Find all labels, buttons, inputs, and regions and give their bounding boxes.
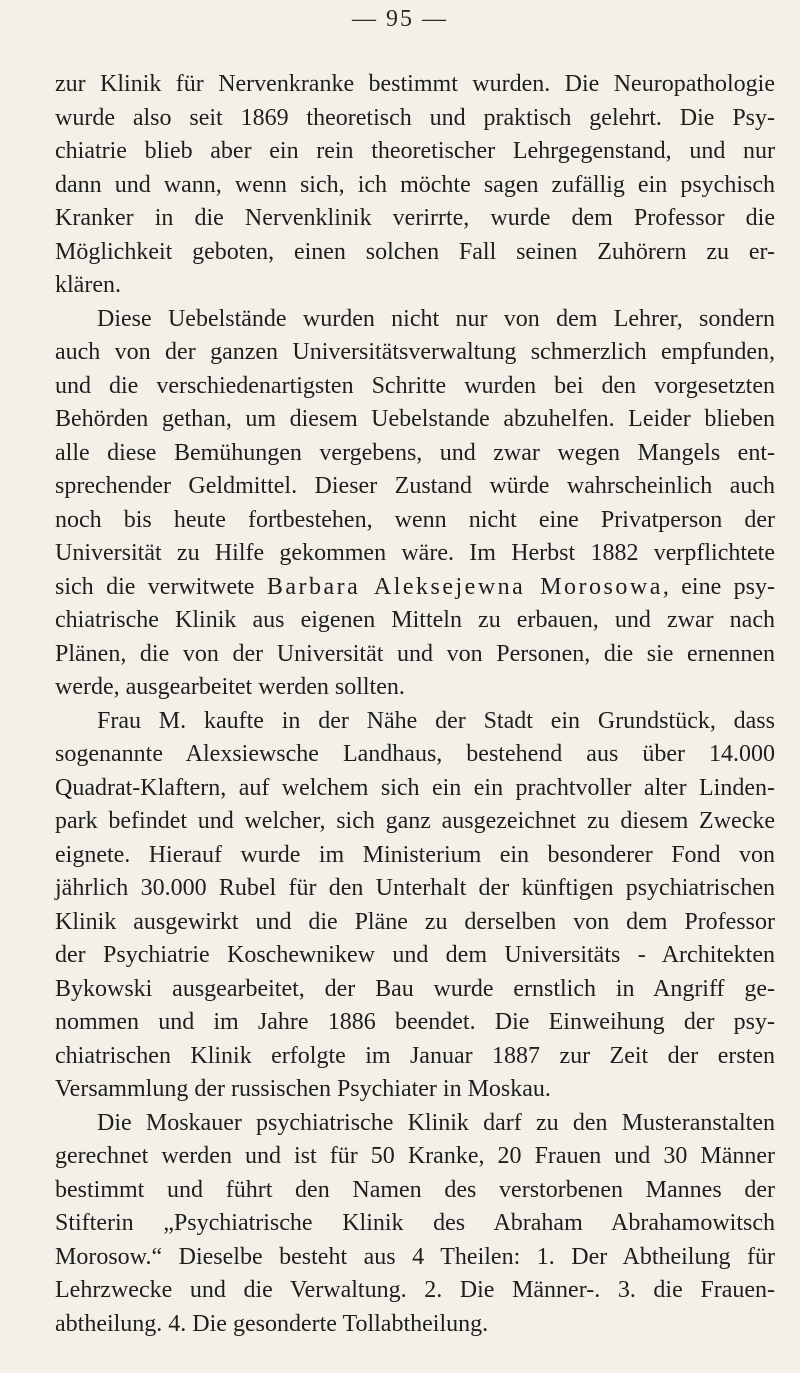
text-line: noch bis heute fortbestehen, wenn nicht eine Privatperson der: [55, 506, 775, 533]
text-line: Versammlung der russischen Psychiater in Moskau.: [55, 1076, 551, 1102]
text-line: Lehrzwecke und die Verwaltung. 2. Die Männer-. 3. die Frauen-: [55, 1277, 775, 1303]
text-line: chiatrie blieb aber ein rein theoretischer Lehrgegenstand, und nur: [55, 138, 775, 164]
text-line: dann und wann, wenn sich, ich möchte sagen zufällig ein psychisch: [55, 171, 775, 198]
text-line: jährlich 30.000 Rubel für den Unterhalt der künftigen psychiatrischen: [55, 875, 775, 901]
body-text: [55, 68, 775, 1341]
text-line: Plänen, die von der Universität und von Personen, die sie ernennen: [55, 640, 775, 667]
text-line: alle diese Bemühungen vergebens, und zwar wegen Mangels ent-: [55, 439, 775, 466]
text-line: Diese Uebelstände wurden nicht nur von dem Lehrer, sondern: [97, 305, 775, 332]
text-line: bestimmt und führt den Namen des verstorbenen Mannes der: [55, 1176, 775, 1203]
text-line: Behörden gethan, um diesem Uebelstande abzuhelfen. Leider blieben: [55, 406, 775, 432]
text-line: auch von der ganzen Universitätsverwaltung schmerzlich empfunden,: [55, 339, 775, 365]
page-number: — 95 —: [352, 6, 448, 32]
text-line: wurde also seit 1869 theoretisch und praktisch gelehrt. Die Psy-: [55, 104, 775, 131]
paragraph: [55, 303, 775, 705]
paragraph: [55, 68, 775, 303]
text-line: chiatrische Klinik aus eigenen Mitteln zu erbauen, und zwar nach: [55, 607, 775, 633]
text-line: Bykowski ausgearbeitet, der Bau wurde ernstlich in Angriff ge-: [55, 975, 775, 1002]
paragraph: [55, 705, 775, 1107]
text-line: gerechnet werden und ist für 50 Kranke, 20 Frauen und 30 Männer: [55, 1143, 775, 1169]
text-line: abtheilung. 4. Die gesonderte Tollabtheilung.: [55, 1310, 489, 1337]
text-line: zur Klinik für Nervenkranke bestimmt wurden. Die Neuropathologie: [55, 71, 775, 97]
text-line: und die verschiedenartigsten Schritte wurden bei den vorgesetzten: [55, 372, 775, 399]
text-line: eignete. Hierauf wurde im Ministerium ein besonderer Fond von: [55, 841, 775, 868]
text-line: Möglichkeit geboten, einen solchen Fall seinen Zuhörern zu er-: [55, 238, 775, 265]
text-line: Stifterin „Psychiatrische Klinik des Abraham Abrahamowitsch: [55, 1210, 775, 1236]
paragraph: [55, 1107, 775, 1342]
text-line: Universität zu Hilfe gekommen wäre. Im Herbst 1882 verpflichtete: [55, 540, 775, 566]
text-line: sich die verwitwete Barbara Aleksejewna Morosowa, eine psy-: [55, 573, 775, 600]
emphasized-name: Barbara Aleksejewna Morosowa: [266, 573, 663, 600]
text-line: park befindet und welcher, sich ganz ausgezeichnet zu diesem Zwecke: [55, 808, 775, 834]
text-line: Morosow.“ Dieselbe besteht aus 4 Theilen: 1. Der Abtheilung für: [55, 1243, 775, 1270]
text-line: sprechender Geldmittel. Dieser Zustand würde wahrscheinlich auch: [55, 473, 775, 499]
text-line: Frau M. kaufte in der Nähe der Stadt ein Grundstück, dass: [97, 707, 775, 734]
text-line: Kranker in die Nervenklinik verirrte, wurde dem Professor die: [55, 205, 775, 231]
text-line: werde, ausgearbeitet werden sollten.: [55, 674, 405, 700]
text-line: chiatrischen Klinik erfolgte im Januar 1887 zur Zeit der ersten: [55, 1042, 775, 1069]
text-line: Klinik ausgewirkt und die Pläne zu derselben von dem Professor: [55, 908, 775, 935]
text-line: nommen und im Jahre 1886 beendet. Die Einweihung der psy-: [55, 1009, 775, 1035]
text-line: Quadrat-Klaftern, auf welchem sich ein ein prachtvoller alter Linden-: [55, 774, 775, 801]
text-line: klären.: [55, 272, 121, 298]
text-line: sogenannte Alexsiewsche Landhaus, bestehend aus über 14.000: [55, 741, 775, 767]
text-line: Die Moskauer psychiatrische Klinik darf zu den Musteranstalten: [97, 1109, 775, 1136]
text-line: der Psychiatrie Koschewnikew und dem Universitäts - Architekten: [55, 942, 775, 968]
